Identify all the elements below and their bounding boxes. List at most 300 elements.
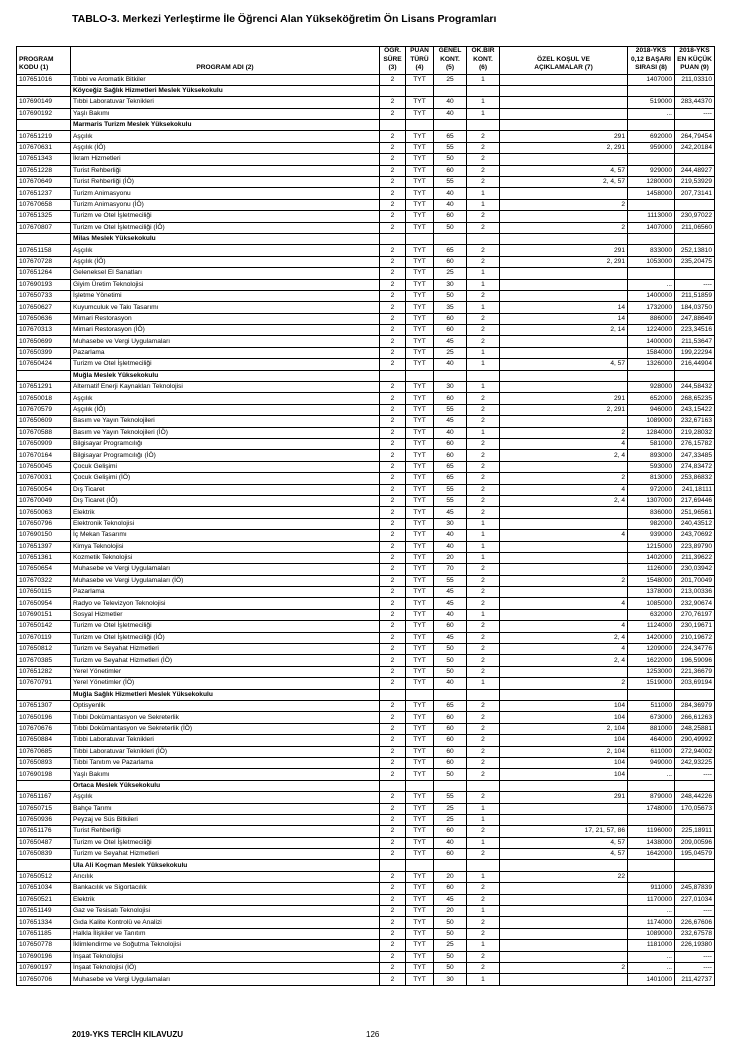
min-score-cell: ----: [675, 279, 715, 290]
program-name-cell: Tıbbi Dokümantasyon ve Sekreterlik (İÖ): [71, 723, 380, 734]
special-conditions-cell: [500, 814, 628, 825]
success-rank-cell: 949000: [628, 757, 675, 768]
special-conditions-cell: [500, 803, 628, 814]
score-type-cell: TYT: [406, 906, 434, 917]
top-quota-cell: 1: [467, 108, 500, 119]
table-row: [17, 621, 715, 632]
table-row: [17, 97, 715, 108]
general-quota-cell: 20: [434, 552, 467, 563]
score-type-cell: TYT: [406, 871, 434, 882]
top-quota-cell: 2: [467, 142, 500, 153]
duration-cell: 2: [380, 74, 406, 85]
general-quota-cell: 40: [434, 541, 467, 552]
top-quota-cell: 2: [467, 723, 500, 734]
general-quota-cell: 40: [434, 609, 467, 620]
table-row: [17, 530, 715, 541]
min-score-cell: 248,25881: [675, 723, 715, 734]
top-quota-cell: 2: [467, 712, 500, 723]
general-quota-cell: [434, 233, 467, 244]
special-conditions-cell: [500, 689, 628, 700]
top-quota-cell: [467, 85, 500, 96]
section-row: [17, 233, 715, 244]
general-quota-cell: 60: [434, 165, 467, 176]
special-conditions-cell: 104: [500, 700, 628, 711]
score-type-cell: TYT: [406, 962, 434, 973]
duration-cell: 2: [380, 290, 406, 301]
min-score-cell: 213,00336: [675, 587, 715, 598]
program-code-cell: 107651343: [17, 154, 71, 165]
success-rank-cell: 1402000: [628, 552, 675, 563]
special-conditions-cell: 4, 57: [500, 165, 628, 176]
program-code-cell: 107690197: [17, 962, 71, 973]
score-type-cell: TYT: [406, 792, 434, 803]
special-conditions-cell: 291: [500, 131, 628, 142]
duration-cell: 2: [380, 757, 406, 768]
top-quota-cell: 2: [467, 495, 500, 506]
duration-cell: 2: [380, 404, 406, 415]
duration-cell: 2: [380, 906, 406, 917]
special-conditions-cell: [500, 188, 628, 199]
top-quota-cell: 2: [467, 894, 500, 905]
top-quota-cell: 2: [467, 951, 500, 962]
score-type-cell: TYT: [406, 165, 434, 176]
duration-cell: [380, 85, 406, 96]
success-rank-cell: [628, 871, 675, 882]
duration-cell: 2: [380, 450, 406, 461]
min-score-cell: 211,06560: [675, 222, 715, 233]
special-conditions-cell: [500, 780, 628, 791]
program-code-cell: 107650054: [17, 484, 71, 495]
score-type-cell: TYT: [406, 609, 434, 620]
table-header-row: [17, 47, 715, 75]
program-name-cell: Turizm ve Seyahat Hizmetleri: [71, 644, 380, 655]
program-code-cell: 107651397: [17, 541, 71, 552]
program-name-cell: Tıbbi Laboratuvar Teknikleri: [71, 97, 380, 108]
general-quota-cell: 30: [434, 518, 467, 529]
top-quota-cell: 2: [467, 644, 500, 655]
program-name-cell: Turizm ve Otel İşletmeciliği: [71, 837, 380, 848]
special-conditions-cell: 104: [500, 757, 628, 768]
min-score-cell: 266,61263: [675, 712, 715, 723]
general-quota-cell: 40: [434, 199, 467, 210]
success-rank-cell: 1284000: [628, 427, 675, 438]
duration-cell: 2: [380, 154, 406, 165]
special-conditions-cell: [500, 587, 628, 598]
special-conditions-cell: [500, 940, 628, 951]
duration-cell: 2: [380, 871, 406, 882]
min-score-cell: 199,22294: [675, 347, 715, 358]
score-type-cell: TYT: [406, 256, 434, 267]
duration-cell: [380, 780, 406, 791]
min-score-cell: 211,53647: [675, 336, 715, 347]
top-quota-cell: [467, 780, 500, 791]
min-score-cell: 232,67163: [675, 416, 715, 427]
top-quota-cell: 2: [467, 621, 500, 632]
score-type-cell: TYT: [406, 142, 434, 153]
top-quota-cell: [467, 233, 500, 244]
program-name-cell: Dış Ticaret: [71, 484, 380, 495]
success-rank-cell: 1748000: [628, 803, 675, 814]
success-rank-cell: [628, 370, 675, 381]
general-quota-cell: [434, 780, 467, 791]
program-name-cell: Muhasebe ve Vergi Uygulamaları: [71, 974, 380, 985]
score-type-cell: TYT: [406, 97, 434, 108]
program-name-cell: Basım ve Yayın Teknolojileri: [71, 416, 380, 427]
min-score-cell: 211,39622: [675, 552, 715, 563]
program-name-cell: Elektronik Teknolojisi: [71, 518, 380, 529]
program-code-cell: 107670313: [17, 325, 71, 336]
min-score-cell: 290,49992: [675, 735, 715, 746]
top-quota-cell: 1: [467, 359, 500, 370]
program-code-cell: 107690150: [17, 530, 71, 541]
success-rank-cell: ...: [628, 962, 675, 973]
min-score-cell: [675, 370, 715, 381]
duration-cell: 2: [380, 552, 406, 563]
top-quota-cell: 2: [467, 757, 500, 768]
program-name-cell: Mimari Restorasyon (İÖ): [71, 325, 380, 336]
program-name-cell: Mimari Restorasyon: [71, 313, 380, 324]
general-quota-cell: 40: [434, 97, 467, 108]
score-type-cell: TYT: [406, 518, 434, 529]
min-score-cell: 226,19380: [675, 940, 715, 951]
min-score-cell: 248,44226: [675, 792, 715, 803]
general-quota-cell: 55: [434, 575, 467, 586]
special-conditions-cell: [500, 518, 628, 529]
success-rank-cell: 593000: [628, 461, 675, 472]
min-score-cell: 253,86832: [675, 473, 715, 484]
program-name-cell: Turist Rehberliği: [71, 165, 380, 176]
special-conditions-cell: 2: [500, 962, 628, 973]
score-type-cell: TYT: [406, 769, 434, 780]
table-body: [17, 74, 715, 985]
score-type-cell: TYT: [406, 393, 434, 404]
top-quota-cell: 1: [467, 279, 500, 290]
program-name-cell: Gıda Kalite Kontrolü ve Analizi: [71, 917, 380, 928]
min-score-cell: 184,03750: [675, 302, 715, 313]
success-rank-cell: 1053000: [628, 256, 675, 267]
duration-cell: 2: [380, 837, 406, 848]
min-score-cell: 274,83472: [675, 461, 715, 472]
table-row: [17, 700, 715, 711]
top-quota-cell: 1: [467, 268, 500, 279]
duration-cell: 2: [380, 131, 406, 142]
special-conditions-cell: 22: [500, 871, 628, 882]
general-quota-cell: 45: [434, 336, 467, 347]
general-quota-cell: 60: [434, 313, 467, 324]
table-row: [17, 552, 715, 563]
min-score-cell: 195,04579: [675, 849, 715, 860]
min-score-cell: 232,67578: [675, 928, 715, 939]
program-code-cell: 107650142: [17, 621, 71, 632]
score-type-cell: TYT: [406, 700, 434, 711]
program-code-cell: 107650521: [17, 894, 71, 905]
special-conditions-cell: 2, 4: [500, 450, 628, 461]
program-name-cell: Pazarlama: [71, 587, 380, 598]
top-quota-cell: 1: [467, 803, 500, 814]
top-quota-cell: 2: [467, 746, 500, 757]
top-quota-cell: 2: [467, 700, 500, 711]
section-row: [17, 120, 715, 131]
table-row: [17, 74, 715, 85]
top-quota-cell: 1: [467, 302, 500, 313]
general-quota-cell: [434, 85, 467, 96]
success-rank-cell: ...: [628, 769, 675, 780]
program-name-cell: Kuyumculuk ve Takı Tasarımı: [71, 302, 380, 313]
program-code-cell: 107651158: [17, 245, 71, 256]
success-rank-cell: 1400000: [628, 336, 675, 347]
section-row: [17, 780, 715, 791]
success-rank-cell: 1420000: [628, 632, 675, 643]
table-row: [17, 165, 715, 176]
program-name-cell: Kozmetik Teknolojisi: [71, 552, 380, 563]
table-row: [17, 792, 715, 803]
duration-cell: 2: [380, 655, 406, 666]
min-score-cell: [675, 268, 715, 279]
top-quota-cell: 2: [467, 928, 500, 939]
success-rank-cell: 1307000: [628, 495, 675, 506]
special-conditions-cell: 2, 291: [500, 142, 628, 153]
duration-cell: 2: [380, 347, 406, 358]
general-quota-cell: 65: [434, 473, 467, 484]
program-name-cell: Yerel Yönetimler (İÖ): [71, 678, 380, 689]
special-conditions-cell: 2, 291: [500, 256, 628, 267]
program-code-cell: 107690193: [17, 279, 71, 290]
general-quota-cell: 25: [434, 940, 467, 951]
general-quota-cell: 45: [434, 416, 467, 427]
program-code-cell: 107651228: [17, 165, 71, 176]
program-name-cell: Elektrik: [71, 507, 380, 518]
success-rank-cell: 519000: [628, 97, 675, 108]
program-code-cell: 107670031: [17, 473, 71, 484]
general-quota-cell: 55: [434, 495, 467, 506]
success-rank-cell: 1326000: [628, 359, 675, 370]
special-conditions-cell: [500, 894, 628, 905]
top-quota-cell: 1: [467, 97, 500, 108]
success-rank-cell: [628, 154, 675, 165]
table-row: [17, 769, 715, 780]
program-name-cell: İç Mekan Tasarımı: [71, 530, 380, 541]
min-score-cell: 196,59096: [675, 655, 715, 666]
program-name-cell: İklimlendirme ve Soğutma Teknolojisi: [71, 940, 380, 951]
top-quota-cell: 2: [467, 507, 500, 518]
success-rank-cell: 1089000: [628, 928, 675, 939]
program-code-cell: 107651361: [17, 552, 71, 563]
special-conditions-cell: [500, 906, 628, 917]
min-score-cell: 225,18911: [675, 826, 715, 837]
program-code-cell: 107650063: [17, 507, 71, 518]
duration-cell: 2: [380, 792, 406, 803]
top-quota-cell: [467, 370, 500, 381]
duration-cell: 2: [380, 644, 406, 655]
general-quota-cell: 55: [434, 484, 467, 495]
header-program-name: PROGRAM ADI (2): [71, 47, 380, 75]
section-row: [17, 370, 715, 381]
special-conditions-cell: [500, 917, 628, 928]
score-type-cell: TYT: [406, 427, 434, 438]
table-row: [17, 849, 715, 860]
program-name-cell: Halkla İlişkiler ve Tanıtım: [71, 928, 380, 939]
program-code-cell: 107670322: [17, 575, 71, 586]
general-quota-cell: 60: [434, 450, 467, 461]
program-name-cell: Bankacılık ve Sigortacılık: [71, 883, 380, 894]
program-code-cell: 107650399: [17, 347, 71, 358]
program-code-cell: 107650609: [17, 416, 71, 427]
table-row: [17, 359, 715, 370]
special-conditions-cell: [500, 541, 628, 552]
program-code-cell: 107650884: [17, 735, 71, 746]
program-name-cell: Çocuk Gelişimi (İÖ): [71, 473, 380, 484]
min-score-cell: 230,97022: [675, 211, 715, 222]
general-quota-cell: 50: [434, 917, 467, 928]
score-type-cell: [406, 860, 434, 871]
table-row: [17, 723, 715, 734]
duration-cell: 2: [380, 530, 406, 541]
success-rank-cell: 1458000: [628, 188, 675, 199]
special-conditions-cell: [500, 279, 628, 290]
special-conditions-cell: 2: [500, 678, 628, 689]
top-quota-cell: 2: [467, 222, 500, 233]
page-number: 126: [366, 1030, 380, 1039]
program-name-cell: Turizm ve Seyahat Hizmetleri: [71, 849, 380, 860]
special-conditions-cell: 4, 57: [500, 359, 628, 370]
general-quota-cell: 60: [434, 746, 467, 757]
score-type-cell: TYT: [406, 279, 434, 290]
special-conditions-cell: [500, 974, 628, 985]
success-rank-cell: 1407000: [628, 74, 675, 85]
program-code-cell: 107670164: [17, 450, 71, 461]
min-score-cell: [675, 154, 715, 165]
program-name-cell: Arıcılık: [71, 871, 380, 882]
general-quota-cell: 60: [434, 256, 467, 267]
program-code-cell: 107670728: [17, 256, 71, 267]
top-quota-cell: 2: [467, 325, 500, 336]
score-type-cell: TYT: [406, 951, 434, 962]
min-score-cell: [675, 814, 715, 825]
general-quota-cell: 50: [434, 655, 467, 666]
general-quota-cell: 45: [434, 894, 467, 905]
score-type-cell: TYT: [406, 108, 434, 119]
general-quota-cell: 25: [434, 268, 467, 279]
top-quota-cell: 1: [467, 347, 500, 358]
success-rank-cell: 1089000: [628, 416, 675, 427]
min-score-cell: 221,36679: [675, 666, 715, 677]
score-type-cell: [406, 120, 434, 131]
score-type-cell: TYT: [406, 336, 434, 347]
special-conditions-cell: [500, 951, 628, 962]
min-score-cell: 207,73141: [675, 188, 715, 199]
success-rank-cell: 881000: [628, 723, 675, 734]
top-quota-cell: 2: [467, 917, 500, 928]
general-quota-cell: 65: [434, 245, 467, 256]
program-name-cell: Turist Rehberliği (İÖ): [71, 177, 380, 188]
program-name-cell: Turizm ve Otel İşletmeciliği: [71, 359, 380, 370]
duration-cell: 2: [380, 974, 406, 985]
top-quota-cell: 1: [467, 974, 500, 985]
score-type-cell: [406, 780, 434, 791]
table-row: [17, 393, 715, 404]
top-quota-cell: 1: [467, 530, 500, 541]
special-conditions-cell: [500, 461, 628, 472]
general-quota-cell: 60: [434, 723, 467, 734]
general-quota-cell: 45: [434, 507, 467, 518]
special-conditions-cell: 14: [500, 302, 628, 313]
table-row: [17, 837, 715, 848]
special-conditions-cell: 14: [500, 313, 628, 324]
general-quota-cell: [434, 860, 467, 871]
table-row: [17, 906, 715, 917]
score-type-cell: TYT: [406, 974, 434, 985]
success-rank-cell: 1732000: [628, 302, 675, 313]
program-name-cell: Optisyenlik: [71, 700, 380, 711]
duration-cell: 2: [380, 439, 406, 450]
min-score-cell: 217,69446: [675, 495, 715, 506]
success-rank-cell: [628, 814, 675, 825]
special-conditions-cell: [500, 290, 628, 301]
top-quota-cell: 2: [467, 450, 500, 461]
general-quota-cell: 40: [434, 359, 467, 370]
special-conditions-cell: 104: [500, 735, 628, 746]
score-type-cell: TYT: [406, 552, 434, 563]
section-title: Köyceğiz Sağlık Hizmetleri Meslek Yüksekokulu: [71, 85, 380, 96]
duration-cell: 2: [380, 632, 406, 643]
general-quota-cell: 20: [434, 906, 467, 917]
special-conditions-cell: 2, 4: [500, 655, 628, 666]
top-quota-cell: 2: [467, 404, 500, 415]
general-quota-cell: 60: [434, 211, 467, 222]
table-row: [17, 473, 715, 484]
table-row: [17, 735, 715, 746]
min-score-cell: 276,15782: [675, 439, 715, 450]
general-quota-cell: 50: [434, 666, 467, 677]
general-quota-cell: 50: [434, 951, 467, 962]
section-row: [17, 689, 715, 700]
min-score-cell: 240,43512: [675, 518, 715, 529]
table-row: [17, 632, 715, 643]
special-conditions-cell: 4: [500, 484, 628, 495]
duration-cell: 2: [380, 97, 406, 108]
top-quota-cell: 1: [467, 837, 500, 848]
success-rank-cell: 1085000: [628, 598, 675, 609]
general-quota-cell: 60: [434, 439, 467, 450]
table-row: [17, 313, 715, 324]
table-row: [17, 666, 715, 677]
table-row: [17, 518, 715, 529]
program-code-cell: 107650654: [17, 564, 71, 575]
duration-cell: 2: [380, 142, 406, 153]
table-row: [17, 951, 715, 962]
min-score-cell: 247,33485: [675, 450, 715, 461]
success-rank-cell: 833000: [628, 245, 675, 256]
duration-cell: 2: [380, 359, 406, 370]
program-name-cell: Bilgisayar Programcılığı (İÖ): [71, 450, 380, 461]
program-code-cell: 107650196: [17, 712, 71, 723]
min-score-cell: 242,93225: [675, 757, 715, 768]
min-score-cell: 203,69194: [675, 678, 715, 689]
duration-cell: [380, 370, 406, 381]
program-code-cell: 107651307: [17, 700, 71, 711]
special-conditions-cell: [500, 507, 628, 518]
program-code-cell: 107651264: [17, 268, 71, 279]
min-score-cell: 272,94002: [675, 746, 715, 757]
general-quota-cell: 60: [434, 621, 467, 632]
top-quota-cell: 1: [467, 609, 500, 620]
general-quota-cell: 60: [434, 393, 467, 404]
general-quota-cell: 55: [434, 142, 467, 153]
table-row: [17, 587, 715, 598]
program-code-cell: 107650715: [17, 803, 71, 814]
top-quota-cell: 1: [467, 518, 500, 529]
table-row: [17, 188, 715, 199]
